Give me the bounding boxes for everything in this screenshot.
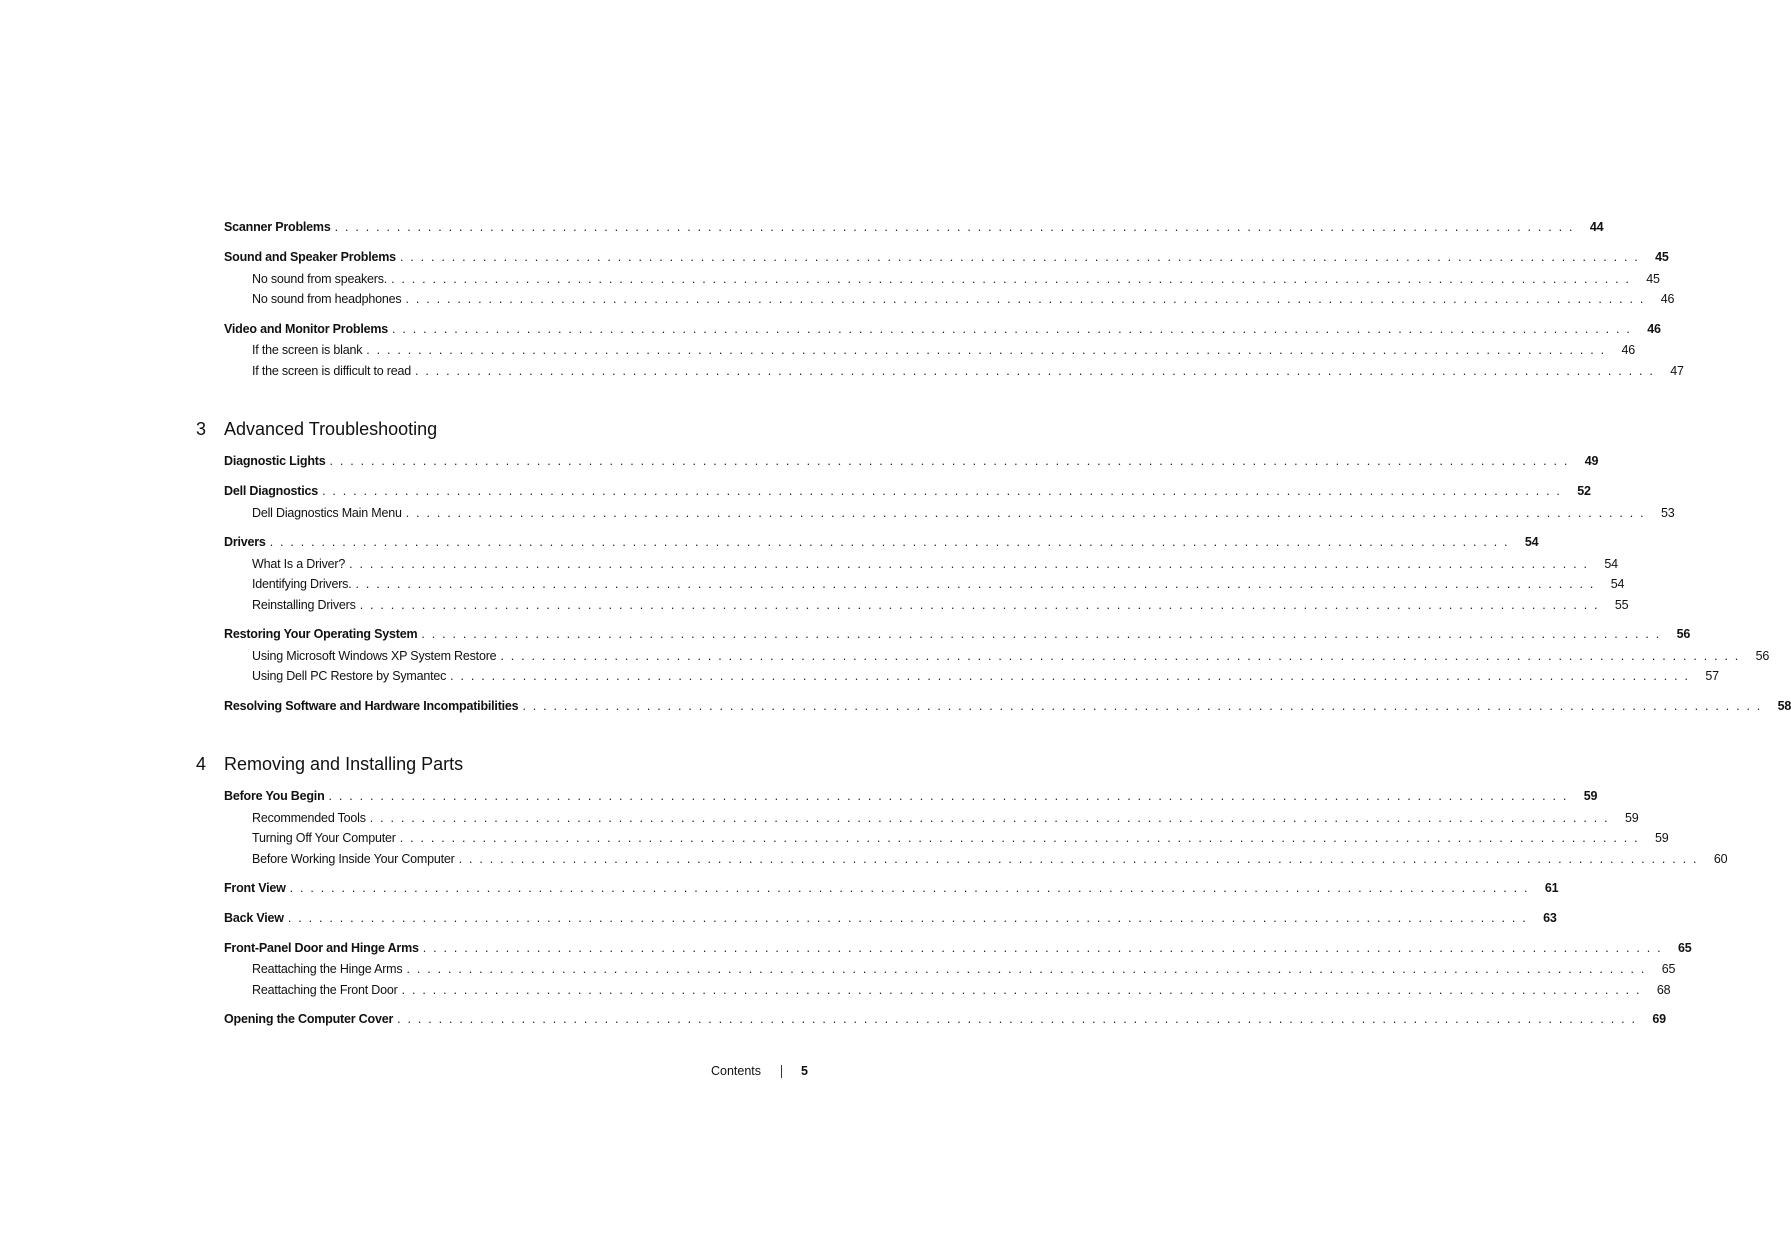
toc-page-number: 61	[1544, 881, 1559, 895]
toc-page-number: 57	[1705, 669, 1719, 683]
toc-entry-label: Recommended Tools	[252, 811, 366, 825]
toc-subentry[interactable]	[252, 669, 1719, 687]
toc-entry-label: If the screen is blank	[252, 343, 363, 357]
toc-entry[interactable]	[224, 322, 1661, 340]
dot-leader: ........................................................................................................................	[406, 962, 1652, 976]
toc-page-number: 47	[1670, 364, 1684, 378]
toc-entry[interactable]	[224, 220, 1604, 238]
toc-entry[interactable]	[224, 789, 1598, 807]
toc-page-number: 68	[1656, 983, 1671, 997]
toc-entry-label: Reinstalling Drivers	[252, 598, 356, 612]
dot-leader: ........................................................................................................................	[369, 811, 1615, 825]
chapter-heading	[196, 419, 437, 441]
toc-entry-label: Scanner Problems	[224, 220, 331, 234]
dot-leader: ........................................................................................................................	[349, 557, 1594, 571]
toc-entry-label: Resolving Software and Hardware Incompatibilities	[224, 699, 519, 713]
toc-page-number: 60	[1713, 852, 1728, 866]
dot-leader: ........................................................................................................................	[405, 506, 1651, 520]
toc-entry-label: Reattaching the Front Door	[252, 983, 398, 997]
dot-leader: ........................................................................................................................	[329, 454, 1575, 468]
dot-leader: ........................................................................................................................	[287, 911, 1533, 925]
toc-entry-label: Using Dell PC Restore by Symantec	[252, 669, 447, 683]
toc-entry[interactable]	[224, 627, 1691, 645]
dot-leader: ........................................................................................................................	[355, 577, 1601, 591]
toc-page-number: 59	[1583, 789, 1598, 803]
dot-leader: ........................................................................................................................	[322, 484, 1567, 498]
dot-leader: ........................................................................................................................	[421, 627, 1667, 641]
toc-subentry[interactable]	[252, 852, 1728, 870]
toc-page-number: 45	[1655, 250, 1669, 264]
toc-entry-label: Restoring Your Operating System	[224, 627, 418, 641]
toc-page-number: 46	[1647, 322, 1661, 336]
toc-page-number: 53	[1660, 506, 1675, 520]
chapter-title: Removing and Installing Parts	[224, 754, 464, 774]
toc-entry-label: Sound and Speaker Problems	[224, 250, 396, 264]
dot-leader: ........................................................................................................................	[366, 343, 1611, 357]
dot-leader: ........................................................................................................................	[458, 852, 1704, 866]
toc-entry[interactable]	[224, 250, 1669, 268]
toc-page-number: 65	[1677, 941, 1692, 955]
toc-entry[interactable]	[224, 941, 1692, 959]
toc-entry-label: Reattaching the Hinge Arms	[252, 962, 403, 976]
toc-page-number: 56	[1755, 649, 1770, 663]
dot-leader: ........................................................................................................................	[401, 983, 1647, 997]
toc-entry[interactable]	[224, 699, 1791, 717]
chapter-number: 4	[196, 754, 207, 774]
toc-entry-label: Using Microsoft Windows XP System Restore	[252, 649, 497, 663]
dot-leader: ........................................................................................................................	[399, 831, 1645, 845]
dot-leader: ........................................................................................................................	[405, 292, 1651, 306]
toc-entry-label: Dell Diagnostics Main Menu	[252, 506, 402, 520]
dot-leader: ........................................................................................................................	[422, 941, 1668, 955]
toc-entry-label: No sound from headphones	[252, 292, 402, 306]
toc-subentry[interactable]	[252, 557, 1618, 575]
toc-entry-label: Video and Monitor Problems	[224, 322, 389, 336]
toc-page-number: 63	[1543, 911, 1557, 925]
toc-entry-label: Diagnostic Lights	[224, 454, 326, 468]
toc-subentry[interactable]	[252, 983, 1671, 1001]
toc-page-number: 65	[1661, 962, 1676, 976]
toc-subentry[interactable]	[252, 811, 1639, 829]
toc-entry[interactable]	[224, 484, 1591, 502]
toc-page-number: 49	[1584, 454, 1599, 468]
dot-leader: ........................................................................................................................	[391, 272, 1636, 286]
toc-subentry[interactable]	[252, 343, 1635, 361]
dot-leader: ........................................................................................................................	[359, 598, 1605, 612]
toc-page-number: 59	[1625, 811, 1639, 825]
toc-page-number: 44	[1589, 220, 1604, 234]
toc-entry-label: Back View	[224, 911, 284, 925]
toc-entry-label: Front View	[224, 881, 286, 895]
page-number: 5	[801, 1064, 808, 1078]
toc-subentry[interactable]	[252, 831, 1669, 849]
toc-entry-label: Opening the Computer Cover	[224, 1012, 394, 1026]
dot-leader: ........................................................................................................................	[397, 1012, 1642, 1026]
dot-leader: ........................................................................................................................	[289, 881, 1535, 895]
page-footer	[711, 1062, 808, 1080]
toc-page-number: 59	[1654, 831, 1669, 845]
toc-page-number: 45	[1646, 272, 1660, 286]
chapter-title: Advanced Troubleshooting	[224, 419, 438, 439]
dot-leader: ........................................................................................................................	[328, 789, 1574, 803]
toc-entry-label: No sound from speakers.	[252, 272, 388, 286]
toc-entry-label: If the screen is difficult to read	[252, 364, 412, 378]
toc-subentry[interactable]	[252, 577, 1625, 595]
footer-divider	[781, 1065, 782, 1078]
toc-page-number: 46	[1660, 292, 1675, 306]
toc-entry-label: Before Working Inside Your Computer	[252, 852, 455, 866]
toc-subentry[interactable]	[252, 292, 1675, 310]
toc-entry-label: Identifying Drivers.	[252, 577, 352, 591]
dot-leader: ........................................................................................................................	[392, 322, 1637, 336]
toc-subentry[interactable]	[252, 598, 1629, 616]
toc-entry[interactable]	[224, 535, 1539, 553]
toc-entry-label: Turning Off Your Computer	[252, 831, 396, 845]
footer-label: Contents	[711, 1064, 762, 1078]
chapter-heading	[196, 754, 463, 776]
toc-page-number: 58	[1777, 699, 1791, 713]
toc-page-number: 55	[1614, 598, 1629, 612]
dot-leader: ........................................................................................................................	[269, 535, 1515, 549]
toc-page-number: 52	[1577, 484, 1591, 498]
toc-page-number: 54	[1610, 577, 1625, 591]
toc-subentry[interactable]	[252, 506, 1675, 524]
dot-leader: ........................................................................................................................	[500, 649, 1746, 663]
dot-leader: ........................................................................................................................	[334, 220, 1580, 234]
dot-leader: ........................................................................................................................	[399, 250, 1645, 264]
dot-leader: ........................................................................................................................	[522, 699, 1768, 713]
dot-leader: ........................................................................................................................	[415, 364, 1660, 378]
toc-subentry[interactable]	[252, 364, 1684, 382]
toc-entry[interactable]	[224, 454, 1599, 472]
toc-page-number: 54	[1604, 557, 1618, 571]
toc-page-number: 46	[1621, 343, 1635, 357]
toc-entry-label: Front-Panel Door and Hinge Arms	[224, 941, 419, 955]
toc-entry-label: What Is a Driver?	[252, 557, 346, 571]
toc-page-number: 56	[1676, 627, 1691, 641]
toc-entry[interactable]	[224, 881, 1559, 899]
toc-entry[interactable]	[224, 911, 1557, 929]
toc-page-number: 54	[1524, 535, 1539, 549]
toc-subentry[interactable]	[252, 649, 1770, 667]
toc-page-number: 69	[1652, 1012, 1666, 1026]
toc-entry[interactable]	[224, 1012, 1666, 1030]
toc-entry-label: Dell Diagnostics	[224, 484, 319, 498]
chapter-number: 3	[196, 419, 207, 439]
toc-subentry[interactable]	[252, 962, 1676, 980]
toc-entry-label: Drivers	[224, 535, 266, 549]
dot-leader: ........................................................................................................................	[450, 669, 1695, 683]
toc-subentry[interactable]	[252, 272, 1660, 290]
toc-entry-label: Before You Begin	[224, 789, 325, 803]
